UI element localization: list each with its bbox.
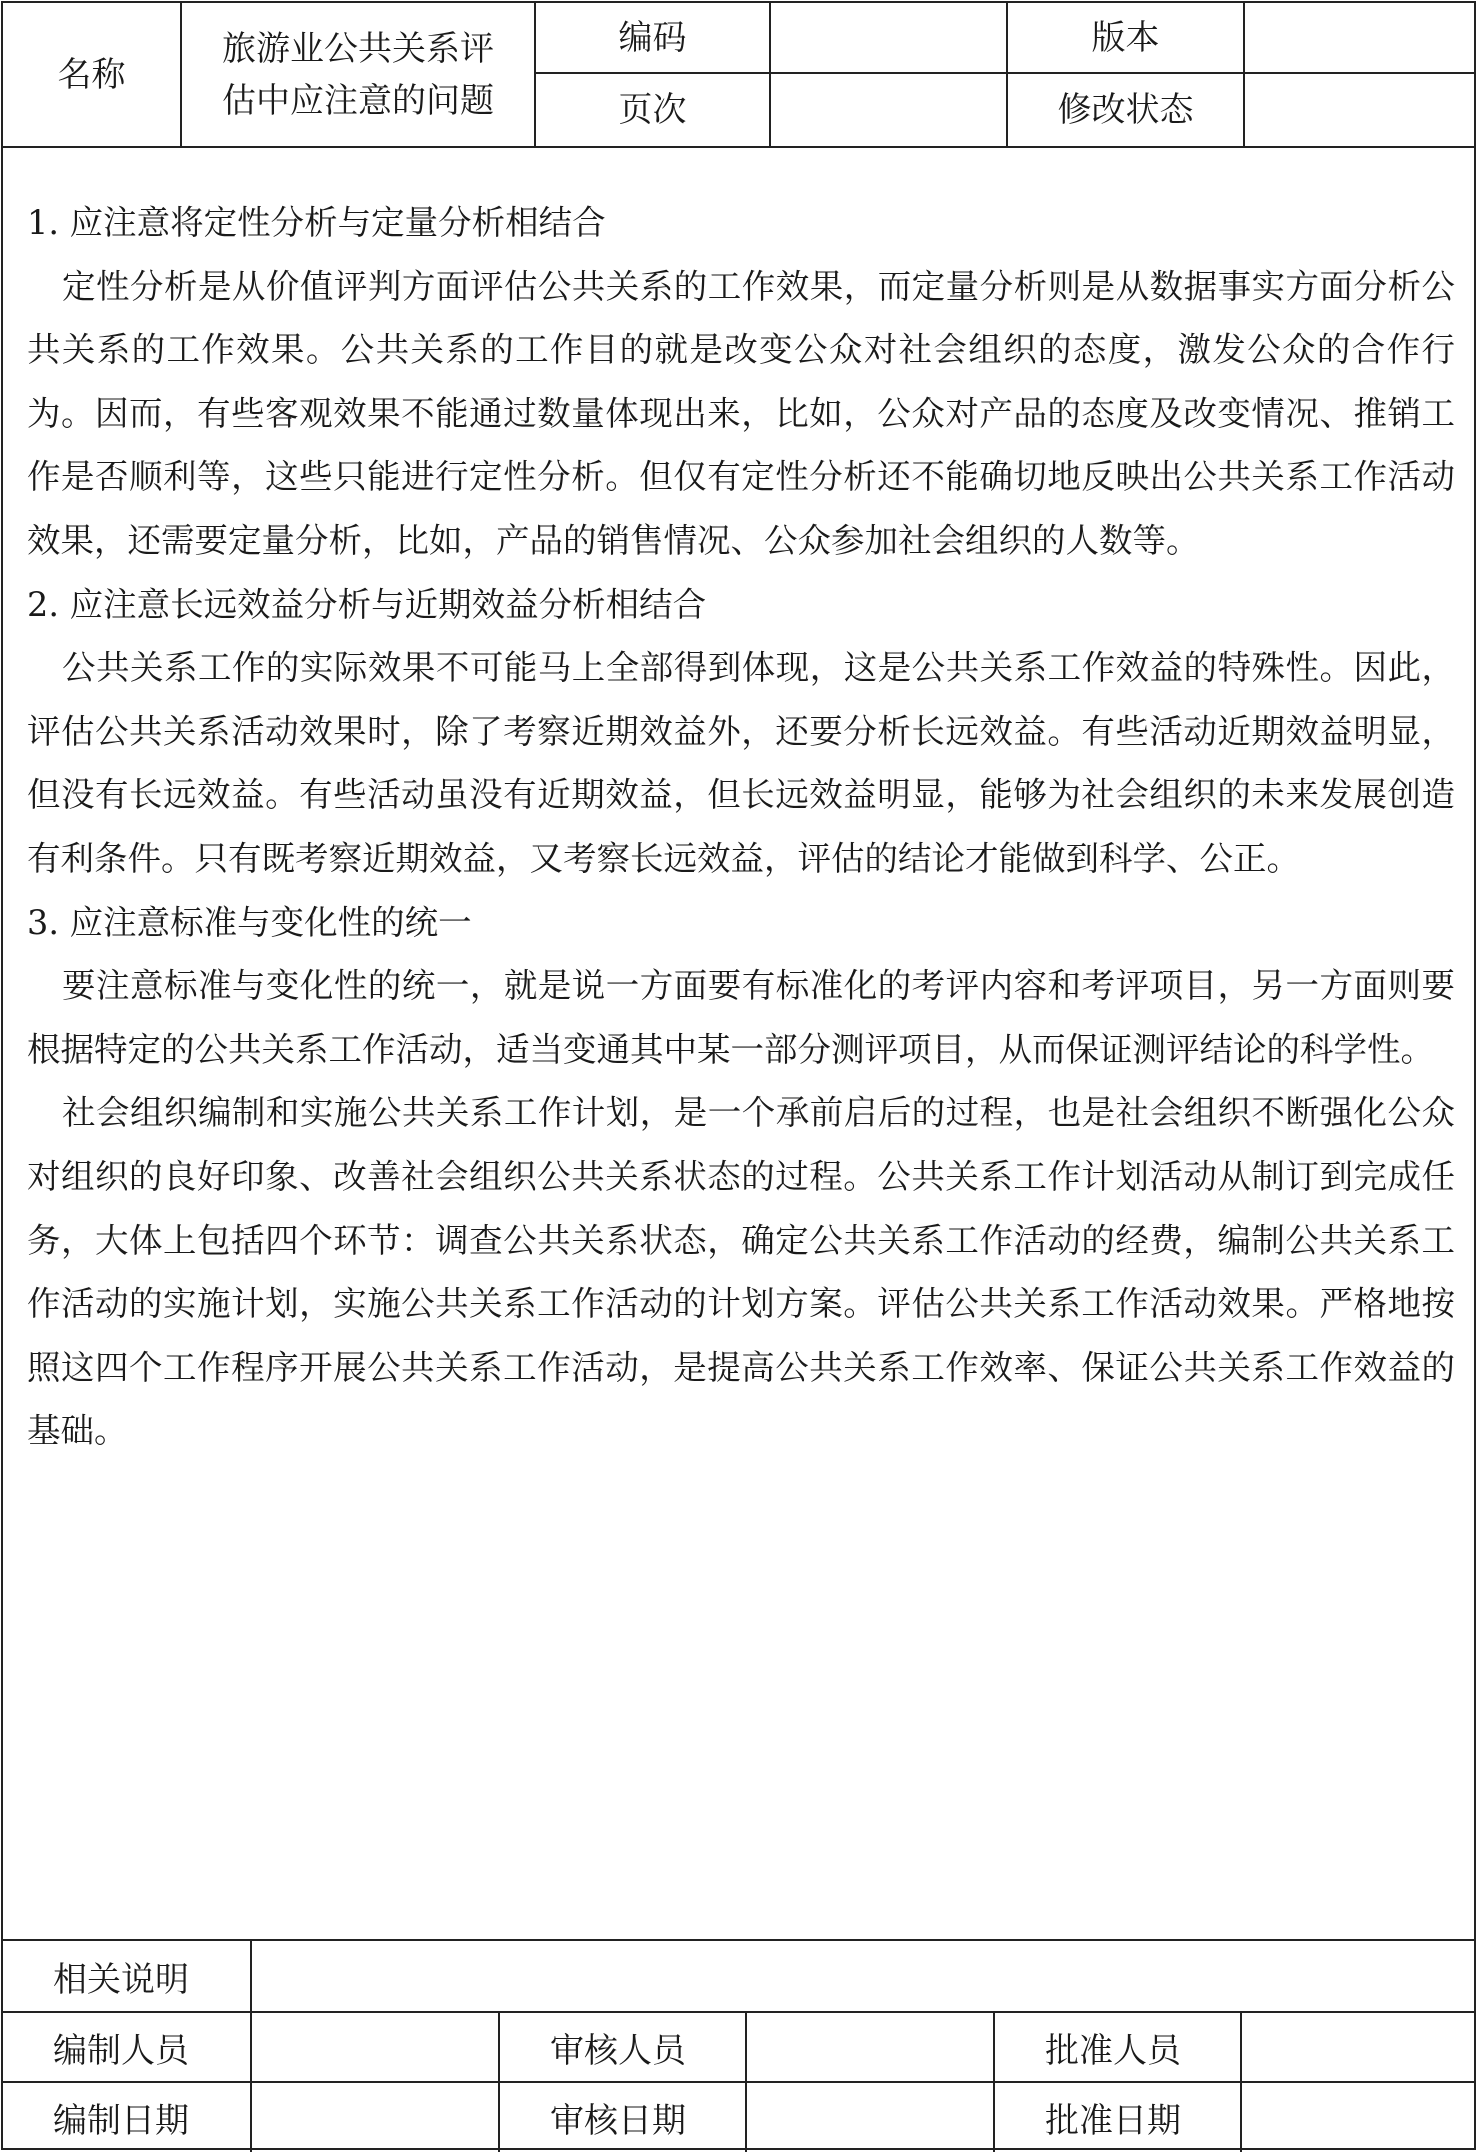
approve-date-label: 批准日期: [1045, 2101, 1181, 2141]
notes-value[interactable]: [252, 1941, 1474, 2011]
editor-value[interactable]: [252, 2013, 498, 2081]
section-paragraph-1: 定性分析是从价值评判方面评估公共关系的工作效果，而定量分析则是从数据事实方面分析公共关系的工作效果。公共关系的工作目的就是改变公众对社会组织的态度，激发公众的合作行为。因而，有些客观效果不能通过数量体现出来，比如，公众对产品的态度及改变情况、推销工作是否顺利等，这些只能进行定性分析。但仅有定性分析还不能确切地反映出公共关系工作活动效果，还需要定量分析，比如，产品的销售情况、公众参加社会组织的人数等。: [27, 266, 1455, 560]
notes-label: 相关说明: [53, 1959, 189, 2000]
section-paragraph-2: 公共关系工作的实际效果不可能马上全部得到体现，这是公共关系工作效益的特殊性。因此，评估公共关系活动效果时，除了考察近期效益外，还要分析长远效益。有些活动近期效益明显，但没有长远效益。有些活动虽没有近期效益，但长远效益明显，能够为社会组织的未来发展创造有利条件。只有既考察近期效益，又考察长远效益，评估的结论才能做到科学、公正。: [27, 648, 1455, 878]
review-date-label: 审核日期: [550, 2101, 686, 2141]
version-label: 版本: [1091, 17, 1160, 58]
editor-label: 编制人员: [53, 2030, 189, 2071]
header-table: [3, 3, 1474, 148]
document-sheet: [1, 1, 1476, 2150]
edit-date-label: 编制日期: [53, 2101, 189, 2141]
approver-value[interactable]: [1242, 2013, 1474, 2081]
closing-paragraph: 社会组织编制和实施公共关系工作计划，是一个承前启后的过程，也是社会组织不断强化公众对组织的良好印象、改善社会组织公共关系状态的过程。公共关系工作计划活动从制订到完成任务，大体上包括四个环节：调查公共关系状态，确定公共关系工作活动的经费，编制公共关系工作活动的实施计划，实施公共关系工作活动的计划方案。评估公共关系工作活动效果。严格地按照这四个工作程序开展公共关系工作活动，是提高公共关系工作效率、保证公共关系工作效益的基础。: [27, 1093, 1455, 1451]
edit-date-value[interactable]: [252, 2083, 498, 2152]
reviewer-label: 审核人员: [550, 2030, 686, 2071]
page-label: 页次: [618, 90, 687, 130]
approve-date-value[interactable]: [1242, 2083, 1474, 2152]
reviewer-value[interactable]: [747, 2013, 993, 2081]
section-heading-1: 1. 应注意将定性分析与定量分析相结合: [27, 203, 606, 242]
page-value[interactable]: [771, 74, 1006, 146]
name-value: [182, 3, 534, 146]
name-label: 名称: [57, 54, 126, 95]
section-paragraph-3: 要注意标准与变化性的统一，就是说一方面要有标准化的考评内容和考评项目，另一方面则要根据特定的公共关系工作活动，适当变通其中某一部分测评项目，从而保证测评结论的科学性。: [27, 966, 1455, 1069]
name-value-line2: 估中应注意的问题: [222, 80, 494, 121]
section-heading-3: 3. 应注意标准与变化性的统一: [27, 902, 472, 942]
revision-value[interactable]: [1245, 74, 1474, 146]
code-value[interactable]: [771, 3, 1006, 72]
footer-table: [3, 1939, 1474, 2152]
version-value[interactable]: [1245, 3, 1474, 72]
approver-label: 批准人员: [1045, 2030, 1181, 2071]
code-label: 编码: [618, 17, 687, 58]
section-heading-2: 2. 应注意长远效益分析与近期效益分析相结合: [27, 584, 707, 624]
name-value-line1: 旅游业公共关系评: [222, 28, 494, 69]
revision-label: 修改状态: [1057, 90, 1194, 130]
review-date-value[interactable]: [747, 2083, 993, 2152]
document-body: [27, 191, 1455, 1463]
